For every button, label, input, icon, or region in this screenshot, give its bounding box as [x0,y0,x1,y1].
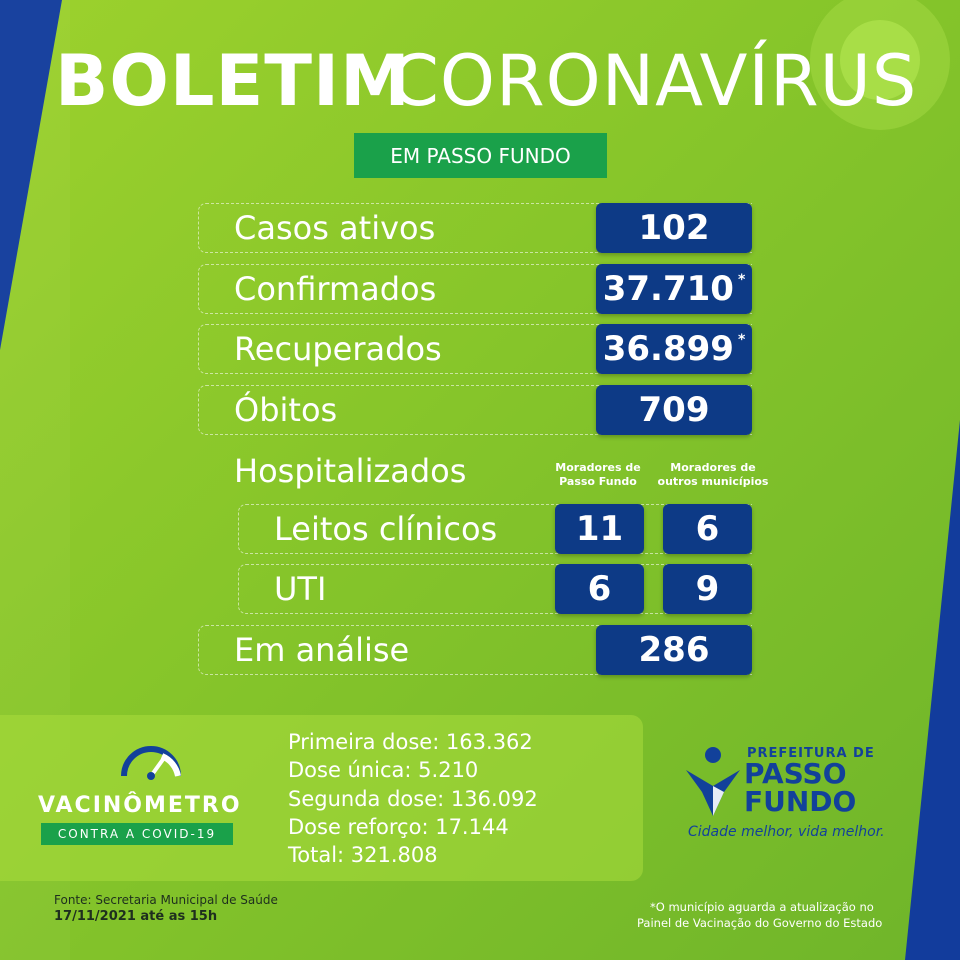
uti-other-value [663,564,752,614]
obitos-value [596,385,752,435]
uti-label: UTI [274,570,327,608]
logo-fundo: FUNDO [744,785,857,818]
col-head-local-line2: Passo Fundo [559,475,637,488]
title-bold: BOLETIM [55,40,411,122]
footnote-line2: Painel de Vacinação do Governo do Estado [637,916,883,930]
casos-ativos-label: Casos ativos [234,209,436,247]
hospitalizados-label: Hospitalizados [234,452,467,490]
uti-other-number: 9 [695,569,720,609]
subtitle-badge: EM PASSO FUNDO [354,133,607,178]
col-head-local [548,461,648,489]
leitos-other-value [663,504,752,554]
em-analise-value [596,625,752,675]
logo-passo: PASSO [744,757,847,790]
footnote-line1: *O município aguarda a atualização no [650,900,874,914]
recuperados-number: 36.899 [602,329,734,369]
col-head-other-line1: Moradores de [670,461,756,474]
col-head-local-line1: Moradores de [555,461,641,474]
vacinometro-title: VACINÔMETRO [38,793,242,818]
casos-ativos-value [596,203,752,253]
uti-local-number: 6 [587,569,612,609]
dose-total: Total: 321.808 [288,843,438,867]
dose-reforco: Dose reforço: 17.144 [288,815,509,839]
em-analise-number: 286 [638,630,710,670]
confirmados-number: 37.710 [602,269,734,309]
confirmados-asterisk: * [737,272,746,288]
dose-segunda: Segunda dose: 136.092 [288,787,538,811]
obitos-label: Óbitos [234,391,338,429]
col-head-other [650,461,776,489]
date-text: 17/11/2021 até as 15h [54,909,218,924]
confirmados-value [596,264,752,314]
recuperados-value [596,324,752,374]
source-text: Fonte: Secretaria Municipal de Saúde [54,893,278,907]
confirmados-label: Confirmados [234,270,437,308]
dose-unica: Dose única: 5.210 [288,758,479,782]
vacinometro-subtitle: CONTRA A COVID-19 [41,823,233,845]
uti-local-value [555,564,644,614]
prefeitura-logo-icon [684,746,742,818]
recuperados-label: Recuperados [234,330,442,368]
leitos-other-number: 6 [695,509,720,549]
logo-prefeitura-de: PREFEITURA DE [747,746,875,761]
obitos-number: 709 [638,390,710,430]
casos-ativos-number: 102 [638,208,710,248]
gauge-icon [118,744,184,780]
col-head-other-line2: outros municípios [657,475,769,488]
leitos-local-value [555,504,644,554]
title-light: CORONAVÍRUS [390,40,918,122]
recuperados-asterisk: * [737,332,746,348]
dose-primeira: Primeira dose: 163.362 [288,730,533,754]
leitos-local-number: 11 [575,509,624,549]
em-analise-label: Em análise [234,631,410,669]
logo-slogan: Cidade melhor, vida melhor. [688,824,885,840]
leitos-label: Leitos clínicos [274,510,498,548]
